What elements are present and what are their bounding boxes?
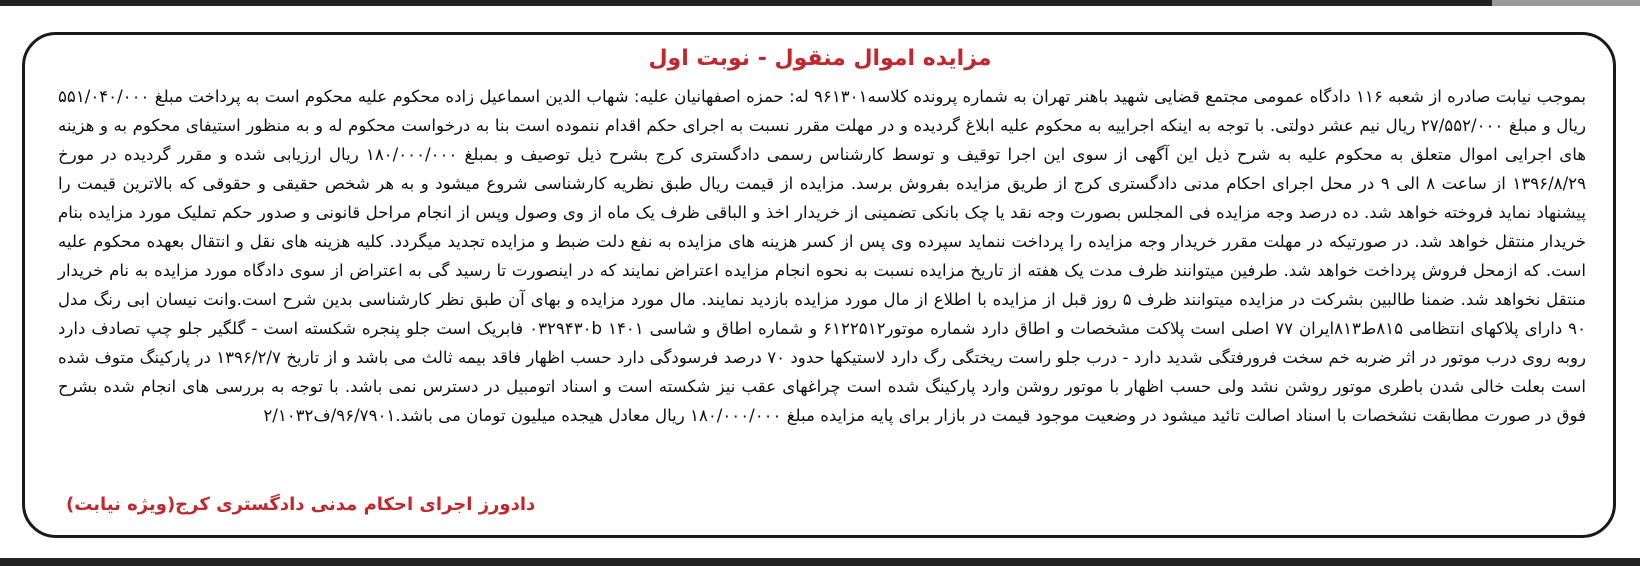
bottom-border-bar [0,558,1640,566]
top-border-bar [0,0,1640,6]
notice-title: مزایده اموال منقول - نوبت اول [648,46,992,71]
notice-body: بموجب نیابت صادره از شعبه ۱۱۶ دادگاه عمومی مجتمع قضایی شهید باهنر تهران به شماره پرونده کلاسه۹۶۱۳۰۱ له: حمزه اصفهانیان علیه: شهاب الدین اسماعیل زاده محکوم علیه محکوم است به پرداخت مبلغ ۵۵۱/۰۴۰/۰۰۰ ریال و مبلغ ۲۷/۵۵۲/۰۰۰ ریال نیم عشر دولتی. با توجه به اینکه اجراییه به محکوم علیه ابلاغ گردیده و در مهلت مقرر نسبت به اجرای حکم اقدام ننموده است بنا به درخواست محکوم له و به منظور استیفای محکوم به و هزینه های اجرایی اموال متعلق به محکوم علیه به شرح ذیل این آگهی از سوی این اجرا توقیف و توسط کارشناس رسمی دادگستری کرج بشرح ذیل توصیف و بمبلغ ۱۸۰/۰۰۰/۰۰۰ ریال ارزیابی شده و مقرر گردیده در مورخ ۱۳۹۶/۸/۲۹ از ساعت ۸ الی ۹ در محل اجرای احکام مدنی دادگستری کرج از طریق مزایده بفروش برسد. مزایده از قیمت ریال طبق نظریه کارشناسی شروع میشود و به هر شخص حقیقی و حقوقی که بالاترین قیمت را پیشنهاد نماید فروخته خواهد شد. ده درصد وجه مزایده فی المجلس بصورت وجه نقد یا چک بانکی تضمینی از خریدار اخذ و الباقی ظرف یک ماه از وی وصول وپس از انجام مراحل قانونی و صدور حکم تملیک مورد مزایده بنام خریدار منتقل خواهد شد. در صورتیکه در مهلت مقرر خریدار وجه مزایده را پرداخت ننماید سپرده وی پس از کسر هزینه های مزایده به نفع دلت ضبط و مزایده تجدید میگردد. کلیه هزینه های نقل و انتقال بعهده محکوم علیه است. که ازمحل فروش پرداخت خواهد شد. طرفین میتوانند ظرف مدت یک هفته از تاریخ مزایده نسبت به نحوه انجام مزایده اعتراض نمایند که در اینصورت تا رسید گی به اعتراض از سوی دادگاه مورد مزایده به نام خریدار منتقل نخواهد شد. ضمنا طالبین بشرکت در مزایده میتوانند ظرف ۵ روز قبل از مزایده با اطلاع از مال مورد مزایده بازدید نمایند. مال مورد مزایده و بهای آن طبق نظر کارشناسی بدین شرح است.وانت نیسان ابی رنگ مدل ۹۰ دارای پلاکهای انتظامی ۸۱۵ط۸۱۳ایران ۷۷ اصلی است پلاکت مشخصات و اطاق دارد شماره موتور۶۱۲۲۵۱۲ و شماره اطاق و شاسی ۰۳۲۹۴۳۰b ۱۴۰۱ فابریک است جلو پنجره شکسته است - گلگیر جلو چپ تصادف دارد روبه روی درب موتور در اثر ضربه خم سخت فرورفتگی شدید دارد - درب جلو راست ریختگی رگ دارد لاستیکها حدود ۷۰ درصد فرسودگی دارد حسب اظهار فاقد بیمه ثالث می باشد و از تاریخ ۱۳۹۶/۲/۷ در پارکینگ متوف شده است بعلت خالی شدن باطری موتور روشن نشد ولی حسب اظهار با موتور روشن وارد پارکینگ شده است چراغهای عقب نیز شکسته است و اسناد اتومبیل در دسترس نمی باشد. با توجه به بررسی های انجام شده بشرح فوق در صورت مطابقت نشخصات با اسناد اصالت تائید میشود در وضعیت موجود قیمت در بازار برای پایه مزایده مبلغ ۱۸۰/۰۰۰/۰۰۰ ریال معادل هیجده میلیون تومان می باشد.۹۶/۷۹۰۱/ف۲/۱۰۳۲ [58,87,1587,425]
top-border-notch [1492,0,1640,6]
notice-signature: دادورز اجرای احکام مدنی دادگستری کرج(ویژه نیابت) [66,494,536,515]
